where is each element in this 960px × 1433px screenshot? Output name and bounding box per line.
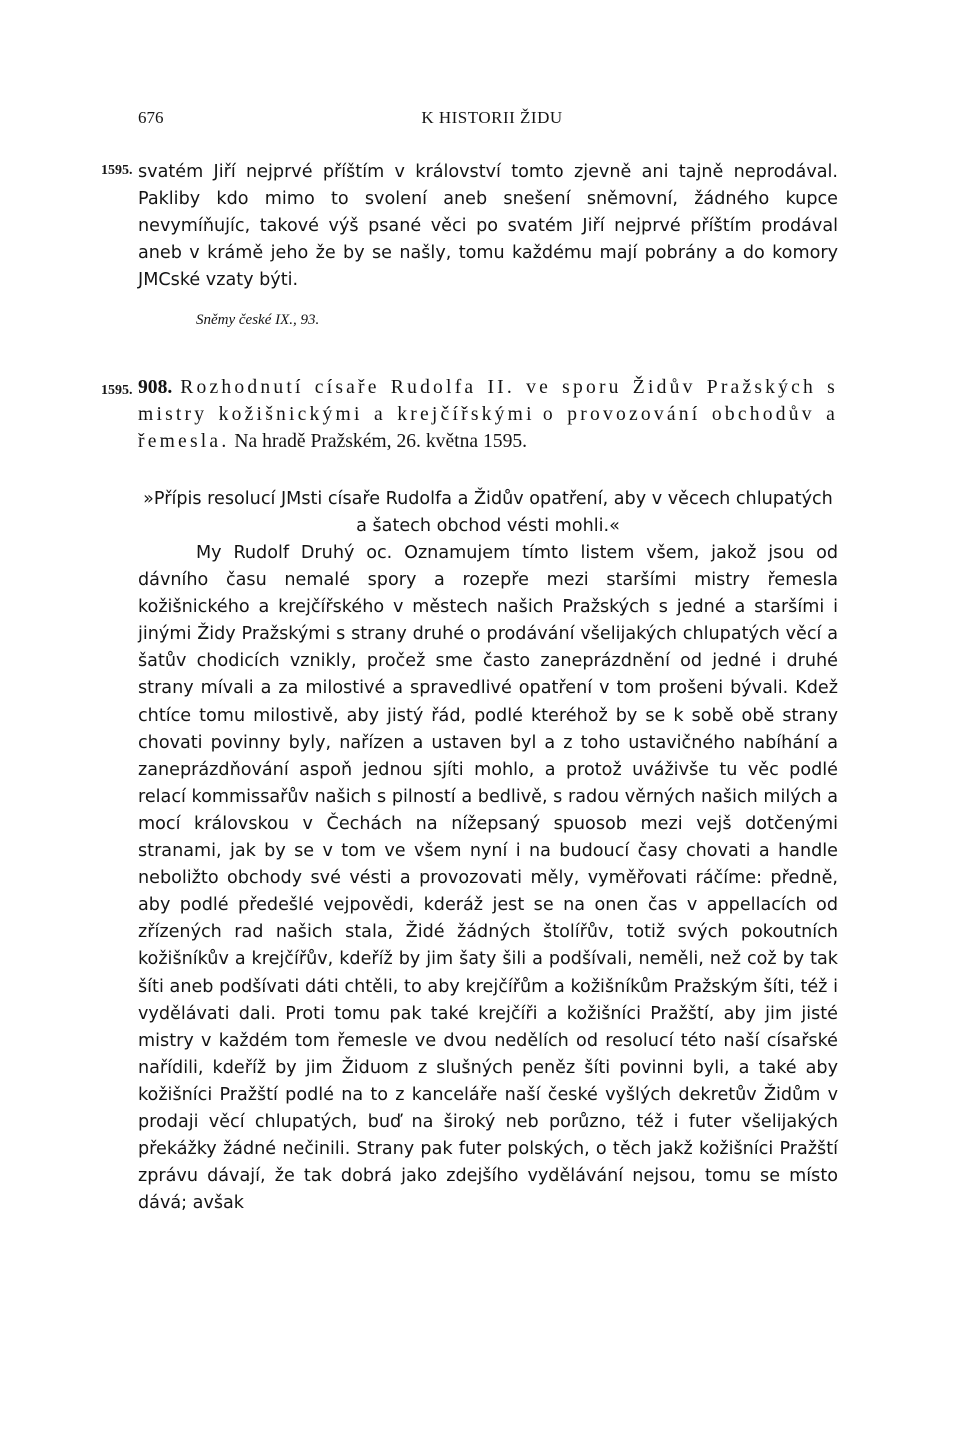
- document-number: 908.: [138, 377, 173, 398]
- page-header: [138, 108, 846, 132]
- document-title: Rozhodnutí císaře Rudolfa II. ve sporu Židův Pražských s mistry kožišnickými a krejčířskými: [138, 377, 838, 426]
- margin-year-intro: 1595.: [101, 163, 133, 178]
- document-body: My Rudolf Druhý oc. Oznamujem tímto listem všem, jakož jsou od dávního času nemalé spory a rozepře mezi staršími mistry řemesla kožišnického a krejčířského v městech našich Pražských s jedné a staršími i jinými Židy Pražskými s strany druhé o prodávání všelijakých chlupatých věcí a šatův chodicích vznikly, pročež sme často zaneprázdnění od jedné i druhé strany mívali a za milostivé a spravedlivé opatření v tom prošeni bývali. Kdež chtíce tomu milostivě, aby jistý řád, podlé kteréhož by se k sobě obě strany chovati povinny byly, nařízen a ustaven byl a z toho ustavičného nabíhání a zaneprázdňování aspoň jednou sjíti mohlo, a protož uváživše tu věc podlé relací kommissařův našich s pilností a bedlivě, s radou věrných našich milých a mocí královskou v Čechách na nížepsaný spuosob mezi vejš dotčenými stranami, jak by se v tom ve všem nyní i na budoucí časy chovati a handle neboližto obchody své vésti a provozovati měly, vyměřovati ráčíme: předně, aby podlé předešlé vejpovědi, kderáž jest se na onen čas v appellacích od zřízených rad našich stala, Židé žádných štolířův, totiž svých pokoutních kožišníkův a krejčířův, kdeříž by jim šaty šili a podšívali, neměli, než což by tak šíti aneb podšívati dáti chtěli, to aby krejčířům a kožišníkům Pražským šíti, též i vydělávati dali. Proti tomu pak také krejčíři a kožišníci Pražští, aby jim jisté mistry v každém tom řemesle ve dvou nedělích od resolucí této naší císařské nařídili, kdeříž by jim Židuom z slušných peněz šíti povinni byli, a také aby kožišníci Pražští podlé na to z kanceláře naší české vyšlých dekretův Židům v prodaji věcí chlupatých, buď na široký neb porůzno, též i futer všelijakých překážky žádné nečinili. Strany pak futer polských, o těch jakž kožišníci Pražští zprávu dávají, že tak dobrá jako zdejšího vydělávání nejsou, tomu se místo dává; avšak: [138, 543, 838, 1214]
- document-title-continued: o provozování obchodův a řemesla.: [138, 404, 838, 453]
- document-heading: [138, 374, 838, 456]
- source-citation: [196, 312, 319, 329]
- citation-page: , 93.: [293, 312, 320, 328]
- citation-source: Sněmy české IX.: [196, 312, 294, 328]
- running-title: K HISTORII ŽIDU: [421, 108, 563, 127]
- page-number: 676: [138, 108, 164, 127]
- document-place-date: Na hradě Pražském, 26. května 1595.: [229, 431, 528, 453]
- margin-year-document: 1595.: [101, 383, 133, 398]
- document-summary: »Přípis resolucí JMsti císaře Rudolfa a Židův opatření, aby v věcech chlupatých a šatech obchod vésti mohli.«: [143, 489, 833, 537]
- intro-paragraph: svatém Jiří nejprvé příštím v království tomto zjevně ani tajně neprodával. Pakliby kdo mimo to svolení aneb snešení sněmovní, žádného kupce nevymíňujíc, takové výš psané věci po svatém Jiří nejprvé příštím prodával aneb v krámě jeho že by se našly, tomu každému mají pobrány a do komory JMCské vzaty býti.: [138, 162, 838, 291]
